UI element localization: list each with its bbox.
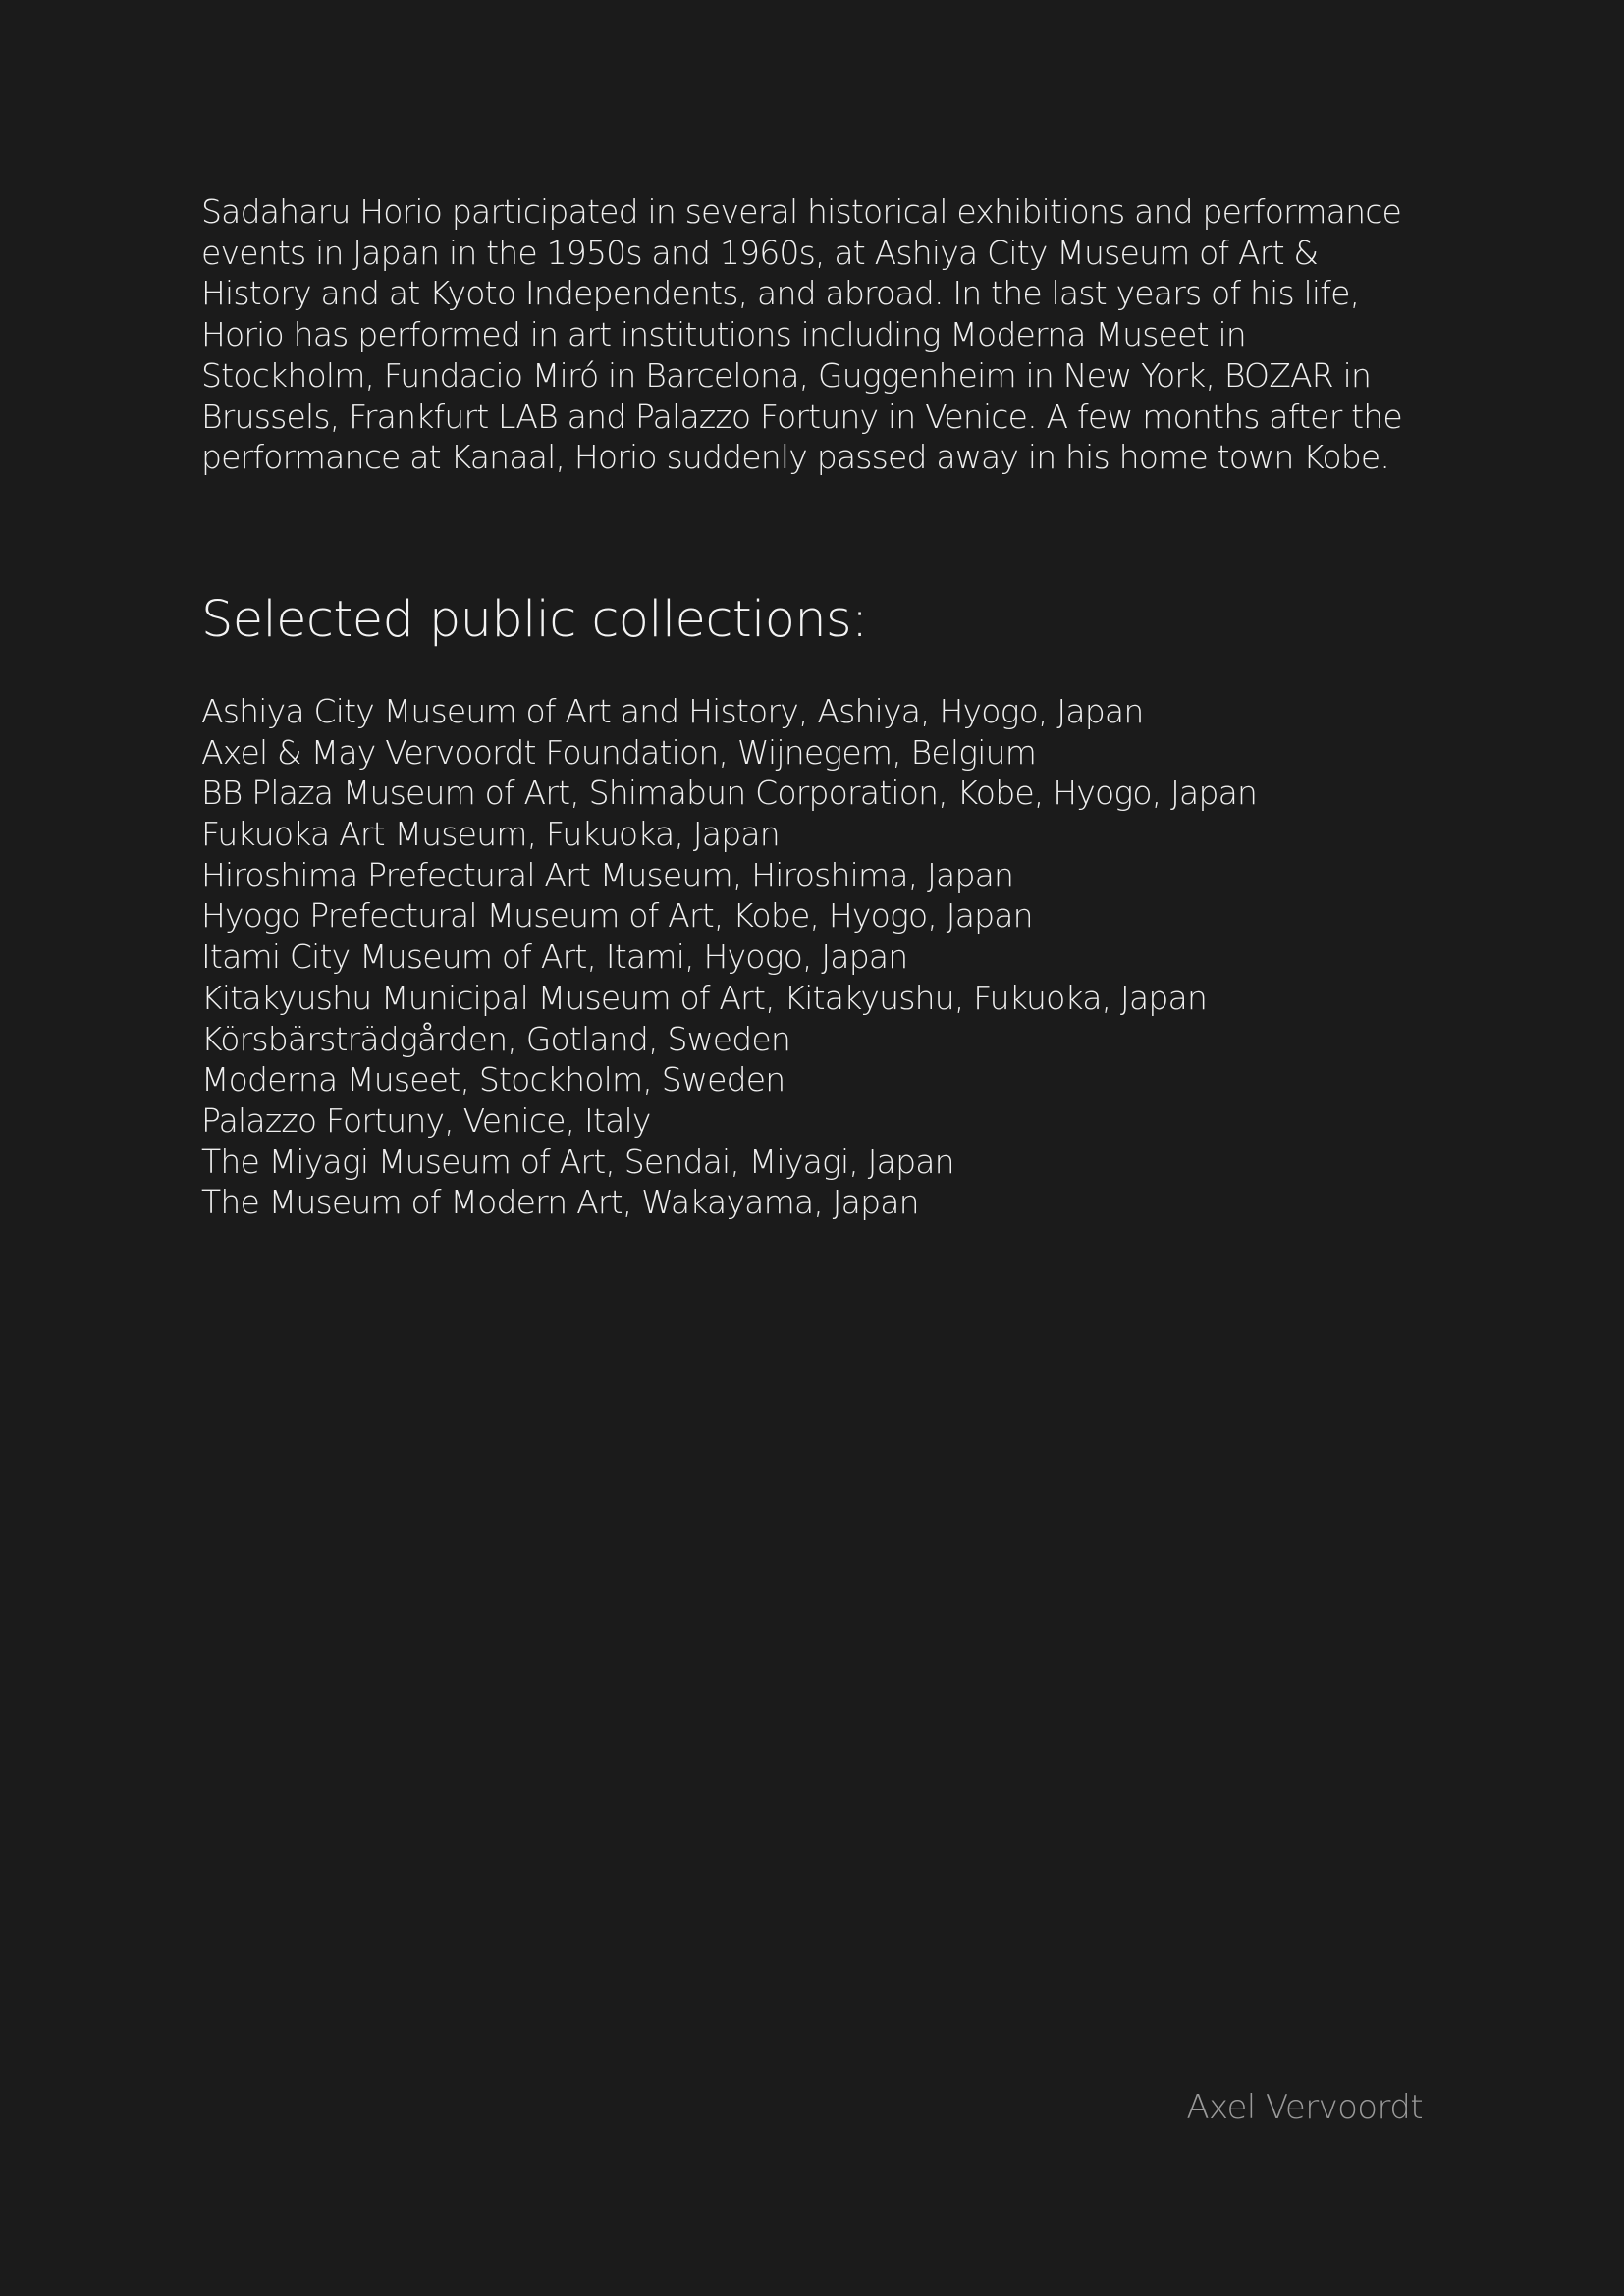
collections-list (201, 691, 1419, 1223)
collection-item: Fukuoka Art Museum, Fukuoka, Japan (201, 815, 780, 854)
collection-item: The Miyagi Museum of Art, Sendai, Miyagi, Japan (201, 1142, 954, 1181)
biography-paragraph: Sadaharu Horio participated in several historical exhibitions and performance events in Japan in the 1950s and 1960s, at Ashiya City Museum of Art & History and at Kyoto Independents, and abroad. In the last years of his life, Horio has performed in art institutions including Moderna Museet in Stockholm, Fundacio Miró in Barcelona, Guggenheim in New York, BOZAR in Brussels, Frankfurt LAB and Palazzo Fortuny in Venice. A few months after the performance at Kanaal, Horio suddenly passed away in his home town Kobe. (201, 192, 1402, 477)
collection-item: BB Plaza Museum of Art, Shimabun Corporation, Kobe, Hyogo, Japan (201, 774, 1258, 813)
footer-brand-name: Axel Vervoordt (1186, 2088, 1423, 2127)
collection-item: Moderna Museet, Stockholm, Sweden (201, 1060, 785, 1099)
collection-item: Hyogo Prefectural Museum of Art, Kobe, Hyogo, Japan (201, 896, 1033, 935)
collection-item: Palazzo Fortuny, Venice, Italy (201, 1100, 651, 1140)
collection-item: Ashiya City Museum of Art and History, Ashiya, Hyogo, Japan (201, 691, 1144, 730)
collection-item: Itami City Museum of Art, Itami, Hyogo, Japan (201, 937, 908, 977)
collection-item: Hiroshima Prefectural Art Museum, Hiroshima, Japan (201, 855, 1014, 894)
collection-item: The Museum of Modern Art, Wakayama, Japan (201, 1183, 919, 1222)
collection-item: Axel & May Vervoordt Foundation, Wijnegem, Belgium (201, 732, 1037, 772)
collection-item: Körsbärsträdgården, Gotland, Sweden (201, 1019, 791, 1058)
collection-item: Kitakyushu Municipal Museum of Art, Kitakyushu, Fukuoka, Japan (201, 978, 1208, 1017)
document-page (201, 191, 1419, 1223)
collections-heading: Selected public collections: (201, 590, 868, 649)
